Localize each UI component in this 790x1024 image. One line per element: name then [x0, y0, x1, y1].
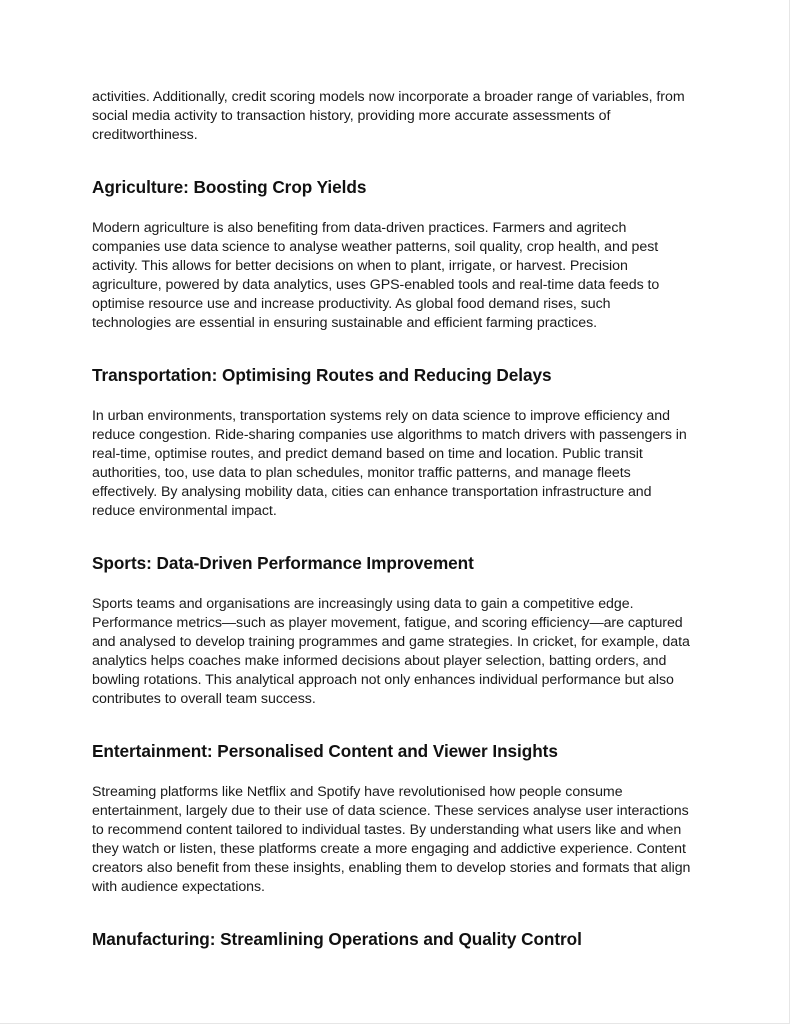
paragraph-line: social media activity to transaction history, providing more accurate assessments of: [92, 108, 611, 124]
paragraph-line: entertainment, largely due to their use of data science. These services analyse user interactions: [92, 803, 689, 819]
paragraph-line: creditworthiness.: [92, 127, 198, 143]
section-paragraph-entertainment: [92, 783, 704, 897]
paragraph-line: effectively. By analysing mobility data, cities can enhance transportation infrastructure and: [92, 484, 652, 500]
paragraph-line: analytics helps coaches make informed decisions about player selection, batting orders, and: [92, 653, 667, 669]
paragraph-line: Performance metrics—such as player movement, fatigue, and scoring efficiency—are captured: [92, 615, 683, 631]
paragraph-line: activities. Additionally, credit scoring models now incorporate a broader range of variables, from: [92, 89, 685, 105]
paragraph-line: authorities, too, use data to plan schedules, monitor traffic patterns, and manage fleets: [92, 465, 631, 481]
section-heading-entertainment: Entertainment: Personalised Content and Viewer Insights: [92, 741, 558, 761]
paragraph-line: Sports teams and organisations are increasingly using data to gain a competitive edge.: [92, 596, 634, 612]
section-heading-sports: Sports: Data-Driven Performance Improvement: [92, 553, 474, 573]
paragraph-line: and analysed to develop training programmes and game strategies. In cricket, for example, data: [92, 634, 690, 650]
paragraph-line: optimise resource use and increase productivity. As global food demand rises, such: [92, 296, 611, 312]
paragraph-line: In urban environments, transportation systems rely on data science to improve efficiency and: [92, 408, 670, 424]
paragraph-line: real-time, optimise routes, and predict demand based on time and location. Public transit: [92, 446, 643, 462]
paragraph-line: Modern agriculture is also benefiting from data-driven practices. Farmers and agritech: [92, 220, 627, 236]
paragraph-line: activity. This allows for better decisions on when to plant, irrigate, or harvest. Precision: [92, 258, 628, 274]
paragraph-line: bowling rotations. This analytical approach not only enhances individual performance but also: [92, 672, 674, 688]
section-heading-manufacturing: Manufacturing: Streamlining Operations and Quality Control: [92, 929, 582, 949]
paragraph-line: with audience expectations.: [92, 879, 265, 895]
paragraph-line: reduce environmental impact.: [92, 503, 277, 519]
section-paragraph-sports: [92, 595, 704, 709]
section-paragraph-agriculture: [92, 219, 704, 333]
document-body: [92, 88, 704, 950]
paragraph-line: Streaming platforms like Netflix and Spotify have revolutionised how people consume: [92, 784, 623, 800]
paragraph-line: creators also benefit from these insights, enabling them to develop stories and formats that align: [92, 860, 691, 876]
paragraph-line: agriculture, powered by data analytics, uses GPS-enabled tools and real-time data feeds to: [92, 277, 660, 293]
section-paragraph-transportation: [92, 407, 704, 521]
paragraph-line: they watch or listen, these platforms create a more engaging and addictive experience. Content: [92, 841, 686, 857]
paragraph-line: contributes to overall team success.: [92, 691, 316, 707]
paragraph-line: companies use data science to analyse weather patterns, soil quality, crop health, and pest: [92, 239, 659, 255]
paragraph-line: to recommend content tailored to individual tastes. By understanding what users like and when: [92, 822, 682, 838]
intro-paragraph: [92, 88, 704, 145]
paragraph-line: technologies are essential in ensuring sustainable and efficient farming practices.: [92, 315, 598, 331]
section-heading-agriculture: Agriculture: Boosting Crop Yields: [92, 177, 367, 197]
section-heading-transportation: Transportation: Optimising Routes and Reducing Delays: [92, 365, 552, 385]
paragraph-line: reduce congestion. Ride-sharing companies use algorithms to match drivers with passengers in: [92, 427, 687, 443]
